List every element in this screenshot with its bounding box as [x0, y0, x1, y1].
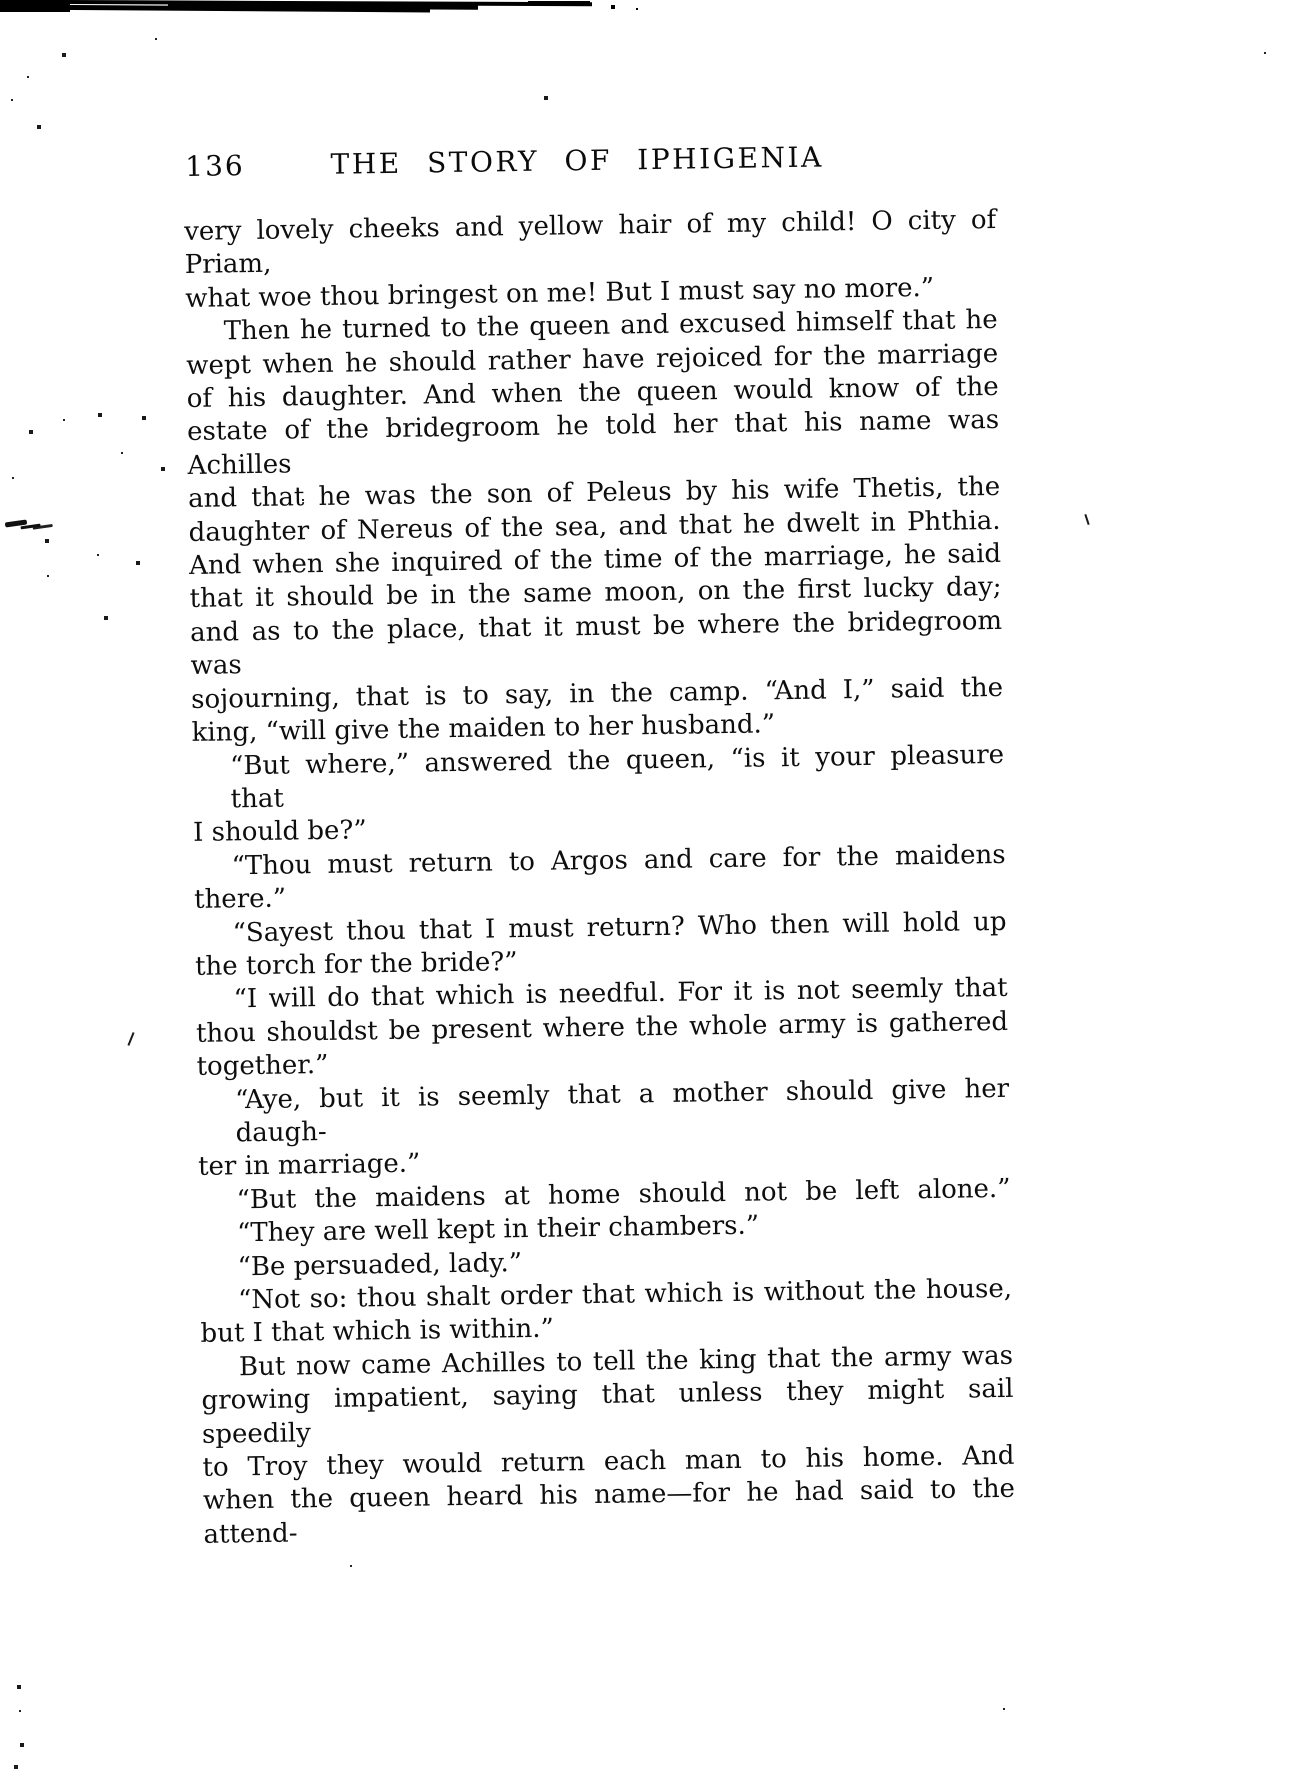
text-line: growing impatient, saying that unless they might sail speedily — [201, 1374, 1014, 1450]
text-line: “Sayest thou that I must return? Who then will hold up — [232, 906, 1007, 948]
text-line: the torch for the bride?” — [194, 947, 518, 982]
text-line: and that he was the son of Peleus by his wife Thetis, the — [187, 472, 1001, 515]
text-line: And when she inquired of the time of the marriage, he said — [188, 538, 1002, 582]
text-line: “They are well kept in their chambers.” — [236, 1210, 760, 1249]
text-line: ter in marriage.” — [197, 1148, 421, 1183]
text-line: king, “will give the maiden to her husband.” — [191, 709, 776, 749]
text-line: wept when he should rather have rejoiced for the marriage — [185, 338, 999, 381]
text-line: “Be persuaded, lady.” — [237, 1247, 523, 1282]
scan-mark — [1084, 514, 1089, 525]
scan-streak — [0, 0, 70, 12]
text-line: very lovely cheeks and yellow hair of my child! O city of Priam, — [183, 204, 997, 281]
text-line: “I will do that which is needful. For it is not seemly that — [233, 973, 1008, 1015]
scan-mark — [127, 1032, 134, 1046]
page-header — [183, 138, 995, 186]
scan-mark — [5, 519, 27, 527]
text-line: to Troy they would return each man to his home. And — [202, 1440, 1015, 1483]
text-line: But now came Achilles to tell the king that the army was — [238, 1340, 1014, 1383]
text-line: but I that which is within.” — [200, 1314, 554, 1350]
text-line: together.” — [196, 1050, 329, 1083]
page-content — [183, 138, 1016, 1552]
text-line: I should be?” — [192, 815, 367, 849]
text-line: “Thou must return to Argos and care for the maidens — [231, 839, 1006, 882]
text-line: there.” — [193, 883, 287, 916]
text-line: “But where,” answered the queen, “is it your pleasure that — [229, 739, 1005, 815]
text-line: daughter of Nereus of the sea, and that he dwelt in Phthia. — [188, 505, 1001, 548]
scan-noise — [0, 0, 2, 2]
text-line: what woe thou bringest on me! But I must say no more.” — [184, 272, 935, 314]
text-line: “Aye, but it is seemly that a mother should give her daugh- — [234, 1073, 1010, 1149]
text-line: when the queen heard his name—for he had said to the attend- — [202, 1474, 1016, 1550]
text-line: sojourning, that is to say, in the camp. “And I,” said the — [190, 672, 1004, 715]
text-line: “Not so: thou shalt order that which is without the house, — [237, 1273, 1013, 1316]
text-line: Then he turned to the queen and excused himself that he — [223, 305, 998, 347]
text-line: estate of the bridegroom he told her that his name was Achilles — [186, 405, 1000, 481]
running-title: THE STORY OF IPHIGENIA — [330, 140, 824, 181]
page-number: 136 — [184, 149, 245, 183]
scan-streak — [528, 1, 590, 5]
text-line: that it should be in the same moon, on the first lucky day; — [189, 572, 1002, 615]
body-text — [184, 204, 1016, 1552]
text-line: and as to the place, that it must be where the bridegroom was — [189, 605, 1003, 682]
text-line: of his daughter. And when the queen would know of the — [186, 371, 999, 415]
text-line: “But the maidens at home should not be left alone.” — [236, 1173, 1011, 1216]
text-line: thou shouldst be present where the whole army is gathered — [195, 1006, 1009, 1049]
